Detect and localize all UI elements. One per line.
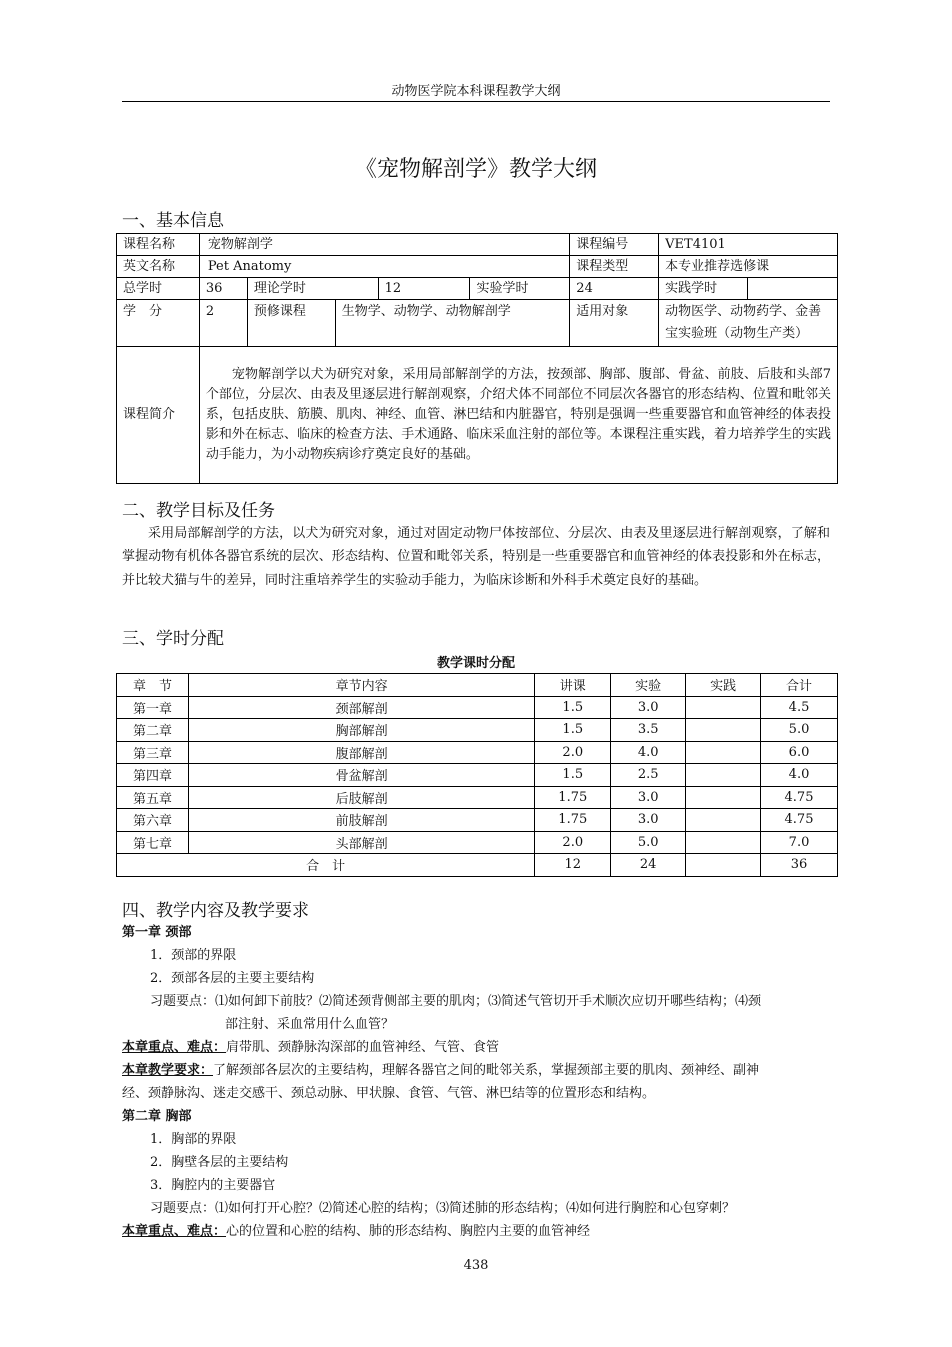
table-row xyxy=(117,741,838,764)
theory-hours-value: 12 xyxy=(378,278,470,300)
total-lab: 24 xyxy=(611,854,686,877)
chapter1-exercise: 习题要点：⑴如何卸下前肢？⑵简述颈背侧部主要的肌肉；⑶简述气管切开手术顺次应切开哪些结构；⑷颈 xyxy=(150,994,762,1009)
section3-heading: 三、学时分配 xyxy=(122,629,224,649)
cell-lecture: 2.0 xyxy=(535,831,611,854)
practice-hours-value xyxy=(748,278,838,300)
cell-chapter: 第五章 xyxy=(117,786,189,809)
hours-header-row xyxy=(117,674,838,697)
cell-lecture: 1.75 xyxy=(535,786,611,809)
key-points-text: 肩带肌、颈静脉沟深部的血管神经、气管、食管 xyxy=(226,1040,500,1055)
cell-total: 4.5 xyxy=(761,696,838,719)
col-content: 章节内容 xyxy=(188,674,534,697)
table-row xyxy=(117,786,838,809)
cell-practice xyxy=(686,786,761,809)
cell-total: 6.0 xyxy=(761,741,838,764)
chapter1-requirements-cont: 经、颈静脉沟、迷走交感干、颈总动脉、甲状腺、食管、气管、淋巴结等的位置形态和结构。 xyxy=(122,1086,656,1101)
cell-lab: 3.0 xyxy=(611,786,686,809)
table-row xyxy=(117,831,838,854)
cell-content: 前肢解剖 xyxy=(188,809,534,832)
lab-hours-value: 24 xyxy=(570,278,659,300)
chapter2-key-points xyxy=(122,1220,590,1243)
key-points-label: 本章重点、难点： xyxy=(122,1224,227,1239)
col-lecture: 讲课 xyxy=(535,674,611,697)
english-name-label: 英文名称 xyxy=(117,256,200,278)
hours-table-title: 教学课时分配 xyxy=(436,656,515,671)
practice-hours-label: 实践学时 xyxy=(659,278,748,300)
cell-chapter: 第七章 xyxy=(117,831,189,854)
cell-total: 4.75 xyxy=(761,809,838,832)
cell-chapter: 第二章 xyxy=(117,719,189,742)
chapter1-exercise-cont: 部注射、采血常用什么血管？ xyxy=(225,1017,395,1032)
total-label: 合 计 xyxy=(117,854,535,877)
list-item: 3．胸腔内的主要器官 xyxy=(150,1178,276,1193)
cell-practice xyxy=(686,809,761,832)
cell-lab: 4.0 xyxy=(611,741,686,764)
prereq-value: 生物学、动物学、动物解剖学 xyxy=(335,300,570,347)
english-name-value: Pet Anatomy xyxy=(199,256,569,278)
cell-lecture: 2.0 xyxy=(535,741,611,764)
key-points-label: 本章重点、难点： xyxy=(122,1040,227,1055)
cell-lab: 5.0 xyxy=(611,831,686,854)
table-row xyxy=(117,809,838,832)
hours-table xyxy=(116,673,838,877)
cell-content: 胸部解剖 xyxy=(188,719,534,742)
cell-content: 后肢解剖 xyxy=(188,786,534,809)
cell-lab: 3.5 xyxy=(611,719,686,742)
cell-content: 腹部解剖 xyxy=(188,741,534,764)
cell-lecture: 1.5 xyxy=(535,764,611,787)
cell-lecture: 1.5 xyxy=(535,696,611,719)
cell-lecture: 1.75 xyxy=(535,809,611,832)
cell-total: 7.0 xyxy=(761,831,838,854)
page-number: 438 xyxy=(463,1258,489,1273)
header-rule xyxy=(122,101,830,102)
cell-practice xyxy=(686,741,761,764)
total-practice xyxy=(686,854,761,877)
table-row xyxy=(117,696,838,719)
list-item: 1．胸部的界限 xyxy=(150,1132,237,1147)
section1-heading: 一、基本信息 xyxy=(122,211,224,231)
table-row xyxy=(117,764,838,787)
section4-heading: 四、教学内容及教学要求 xyxy=(122,901,309,921)
cell-practice xyxy=(686,696,761,719)
course-code-label: 课程编号 xyxy=(570,234,659,256)
list-item: 2．胸壁各层的主要结构 xyxy=(150,1155,289,1170)
credits-value: 2 xyxy=(199,300,247,347)
credits-label: 学 分 xyxy=(117,300,200,347)
course-type-label: 课程类型 xyxy=(570,256,659,278)
course-code-value: VET4101 xyxy=(659,234,838,256)
chapter1-requirements xyxy=(122,1059,832,1082)
cell-practice xyxy=(686,719,761,742)
section2-heading: 二、教学目标及任务 xyxy=(122,501,275,521)
col-total: 合计 xyxy=(761,674,838,697)
cell-chapter: 第一章 xyxy=(117,696,189,719)
col-chapter: 章 节 xyxy=(117,674,189,697)
audience-value: 动物医学、动物药学、金善宝实验班（动物生产类） xyxy=(659,300,838,347)
cell-total: 4.75 xyxy=(761,786,838,809)
col-practice: 实践 xyxy=(686,674,761,697)
cell-lecture: 1.5 xyxy=(535,719,611,742)
cell-practice xyxy=(686,831,761,854)
cell-lab: 2.5 xyxy=(611,764,686,787)
cell-practice xyxy=(686,764,761,787)
audience-label: 适用对象 xyxy=(570,300,659,347)
cell-total: 5.0 xyxy=(761,719,838,742)
cell-content: 头部解剖 xyxy=(188,831,534,854)
requirements-label: 本章教学要求： xyxy=(122,1063,214,1078)
document-title: 《宠物解剖学》教学大纲 xyxy=(354,157,597,182)
list-item: 1．颈部的界限 xyxy=(150,948,237,963)
requirements-text: 了解颈部各层次的主要结构，理解各器官之间的毗邻关系，掌握颈部主要的肌肉、颈神经、副神 xyxy=(213,1063,760,1078)
key-points-text: 心的位置和心腔的结构、肺的形态结构、胸腔内主要的血管神经 xyxy=(226,1224,591,1239)
section2-text: 采用局部解剖学的方法，以犬为研究对象，通过对固定动物尸体按部位、分层次、由表及里逐层进行解剖观察，了解和掌握动物有机体各器官系统的层次、形态结构、位置和毗邻关系，特别是一些重要器官和血管神经的体表投影和外在标志，并比较犬猫与牛的差异，同时注重培养学生的实验动手能力，为临床诊断和外科手术奠定良好的基础。 xyxy=(122,526,830,588)
intro-label: 课程简介 xyxy=(117,347,200,484)
cell-chapter: 第三章 xyxy=(117,741,189,764)
chapter2-exercise: 习题要点：⑴如何打开心腔？⑵简述心腔的结构；⑶简述肺的形态结构；⑷如何进行胸腔和心包穿刺？ xyxy=(150,1201,736,1216)
running-header: 动物医学院本科课程教学大纲 xyxy=(391,84,561,99)
chapter2-title: 第二章 胸部 xyxy=(122,1109,192,1124)
cell-chapter: 第六章 xyxy=(117,809,189,832)
total-hours-label: 总学时 xyxy=(117,278,200,300)
cell-total: 4.0 xyxy=(761,764,838,787)
course-name-value: 宠物解剖学 xyxy=(199,234,569,256)
lab-hours-label: 实验学时 xyxy=(470,278,570,300)
cell-content: 骨盆解剖 xyxy=(188,764,534,787)
cell-content: 颈部解剖 xyxy=(188,696,534,719)
basic-info-table xyxy=(116,233,838,484)
course-name-label: 课程名称 xyxy=(117,234,200,256)
cell-chapter: 第四章 xyxy=(117,764,189,787)
col-lab: 实验 xyxy=(611,674,686,697)
cell-lab: 3.0 xyxy=(611,696,686,719)
table-row xyxy=(117,719,838,742)
total-sum: 36 xyxy=(761,854,838,877)
chapter1-title: 第一章 颈部 xyxy=(122,925,192,940)
chapter1-key-points xyxy=(122,1036,499,1059)
total-row xyxy=(117,854,838,877)
list-item: 2．颈部各层的主要主要结构 xyxy=(150,971,315,986)
theory-hours-label: 理论学时 xyxy=(247,278,378,300)
intro-value: 宠物解剖学以犬为研究对象，采用局部解剖学的方法，按颈部、胸部、腹部、骨盆、前肢、后肢和头部7个部位，分层次、由表及里逐层进行解剖观察，介绍犬体不同部位不同层次各器官的形态结构、位置和毗邻关系，包括皮肤、筋膜、肌肉、神经、血管、淋巴结和内脏器官，特别是强调一些重要器官和血管神经的体表投影和外在标志、临床的检查方法、手术通路、临床采血注射的部位等。本课程注重实践，着力培养学生的实践动手能力，为小动物疾病诊疗奠定良好的基础。 xyxy=(199,347,837,484)
total-hours-value: 36 xyxy=(199,278,247,300)
cell-lab: 3.0 xyxy=(611,809,686,832)
course-type-value: 本专业推荐选修课 xyxy=(659,256,838,278)
prereq-label: 预修课程 xyxy=(247,300,335,347)
total-lecture: 12 xyxy=(535,854,611,877)
